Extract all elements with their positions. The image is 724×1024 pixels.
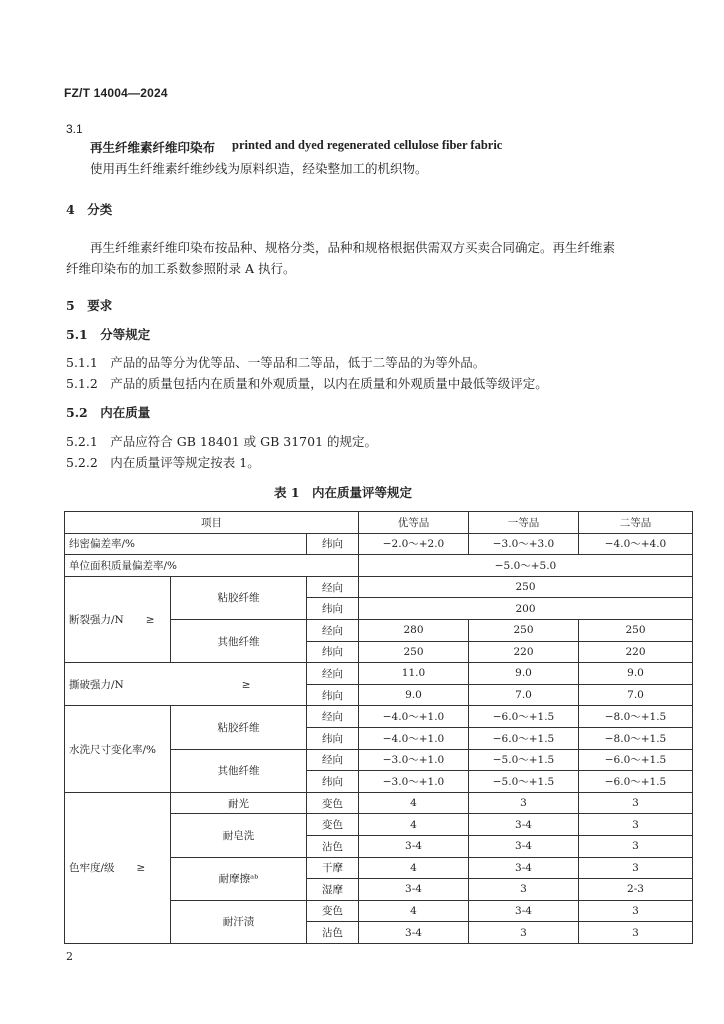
direction-label: 纬向 bbox=[307, 641, 359, 663]
row-label-breaking-strength bbox=[65, 576, 171, 662]
value-cell: 7.0 bbox=[579, 684, 693, 706]
value-cell: 7.0 bbox=[469, 684, 579, 706]
value-cell: 3 bbox=[579, 835, 693, 857]
value-cell: 3 bbox=[579, 900, 693, 922]
value-cell: 4 bbox=[359, 900, 469, 922]
section-5-heading: 5 要求 bbox=[66, 298, 113, 313]
table-caption: 表 1 内在质量评等规定 bbox=[274, 485, 413, 500]
value-cell: 9.0 bbox=[359, 684, 469, 706]
document-header: FZ/T 14004—2024 bbox=[64, 86, 168, 100]
term-title-cn: 再生纤维素纤维印染布 bbox=[90, 140, 216, 155]
direction-label: 纬向 bbox=[307, 771, 359, 793]
label-text: 断裂强力/N bbox=[69, 613, 124, 626]
value-cell: −3.0～+1.0 bbox=[359, 771, 469, 793]
value-cell: −6.0～+1.5 bbox=[469, 706, 579, 728]
row-label-mass-deviation: 单位面积质量偏差率/% bbox=[65, 555, 359, 577]
value-cell: 280 bbox=[359, 619, 469, 641]
direction-label: 纬向 bbox=[307, 533, 359, 555]
direction-label: 纬向 bbox=[307, 727, 359, 749]
value-cell: −6.0～+1.5 bbox=[469, 727, 579, 749]
value-cell: −8.0～+1.5 bbox=[579, 706, 693, 728]
value-cell: −4.0～+1.0 bbox=[359, 727, 469, 749]
sub-label: 变色 bbox=[307, 792, 359, 814]
value-cell: −3.0～+1.0 bbox=[359, 749, 469, 771]
value-cell: −5.0～+5.0 bbox=[359, 555, 693, 577]
value-cell: −4.0～+1.0 bbox=[359, 706, 469, 728]
table-row bbox=[65, 663, 693, 685]
sub-label: 沾色 bbox=[307, 835, 359, 857]
sub-label: 沾色 bbox=[307, 922, 359, 944]
row-label-tearing-strength bbox=[65, 663, 307, 706]
section-number-3-1: 3.1 bbox=[66, 122, 83, 136]
value-cell: 4 bbox=[359, 814, 469, 836]
row-label-color-fastness bbox=[65, 792, 171, 943]
ge-symbol: ≥ bbox=[136, 862, 146, 875]
clause-5-2-2: 5.2.2 内在质量评等规定按表 1。 bbox=[66, 455, 260, 470]
fastness-light-label: 耐光 bbox=[171, 792, 307, 814]
value-cell: 3-4 bbox=[469, 900, 579, 922]
value-cell: 9.0 bbox=[469, 663, 579, 685]
fiber-label-other: 其他纤维 bbox=[171, 749, 307, 792]
row-label-weft-density: 纬密偏差率/% bbox=[65, 533, 307, 555]
table-header-row bbox=[65, 512, 693, 534]
section-4-heading: 4 分类 bbox=[66, 202, 113, 217]
header-grade-superior: 优等品 bbox=[359, 512, 469, 534]
value-cell: 250 bbox=[359, 576, 693, 598]
page-number: 2 bbox=[66, 950, 73, 963]
table-row bbox=[65, 792, 693, 814]
clause-5-1-2: 5.1.2 产品的质量包括内在质量和外观质量，以内在质量和外观质量中最低等级评定。 bbox=[66, 376, 548, 391]
direction-label: 经向 bbox=[307, 749, 359, 771]
label-text: 撕破强力/N bbox=[69, 678, 124, 691]
clause-5-2-1: 5.2.1 产品应符合 GB 18401 或 GB 31701 的规定。 bbox=[66, 434, 378, 449]
table-row bbox=[65, 533, 693, 555]
value-cell: 3-4 bbox=[469, 814, 579, 836]
header-grade-second: 二等品 bbox=[579, 512, 693, 534]
value-cell: 250 bbox=[469, 619, 579, 641]
direction-label: 经向 bbox=[307, 576, 359, 598]
value-cell: 4 bbox=[359, 792, 469, 814]
fastness-sweat-label: 耐汗渍 bbox=[171, 900, 307, 943]
row-label-dimensional-change: 水洗尺寸变化率/% bbox=[65, 706, 171, 792]
sub-label: 变色 bbox=[307, 814, 359, 836]
value-cell: 3-4 bbox=[359, 922, 469, 944]
direction-label: 经向 bbox=[307, 619, 359, 641]
table-row bbox=[65, 706, 693, 728]
label-text: 色牢度/级 bbox=[69, 862, 115, 875]
sub-label: 湿摩 bbox=[307, 879, 359, 901]
sub-label: 干摩 bbox=[307, 857, 359, 879]
value-cell: 3 bbox=[579, 857, 693, 879]
section-4-para-line2: 纤维印染布的加工系数参照附录 A 执行。 bbox=[66, 261, 296, 276]
value-cell: 3 bbox=[579, 814, 693, 836]
value-cell: −2.0～+2.0 bbox=[359, 533, 469, 555]
value-cell: 2-3 bbox=[579, 879, 693, 901]
value-cell: −4.0～+4.0 bbox=[579, 533, 693, 555]
direction-label: 纬向 bbox=[307, 684, 359, 706]
section-5-2-heading: 5.2 内在质量 bbox=[66, 405, 151, 420]
value-cell: 250 bbox=[579, 619, 693, 641]
term-title-en: printed and dyed regenerated cellulose fiber fabric bbox=[232, 138, 503, 152]
value-cell: 3-4 bbox=[359, 835, 469, 857]
section-4-para-line1: 再生纤维素纤维印染布按品种、规格分类，品种和规格根据供需双方买卖合同确定。再生纤维素 bbox=[90, 240, 616, 255]
value-cell: −6.0～+1.5 bbox=[579, 771, 693, 793]
direction-label: 经向 bbox=[307, 706, 359, 728]
clause-5-1-1: 5.1.1 产品的品等分为优等品、一等品和二等品，低于二等品的为等外品。 bbox=[66, 355, 486, 370]
header-grade-first: 一等品 bbox=[469, 512, 579, 534]
table-row bbox=[65, 576, 693, 598]
value-cell: 4 bbox=[359, 857, 469, 879]
value-cell: 220 bbox=[469, 641, 579, 663]
direction-label: 纬向 bbox=[307, 598, 359, 620]
quality-grading-table bbox=[64, 511, 693, 944]
value-cell: 11.0 bbox=[359, 663, 469, 685]
fiber-label-viscose: 粘胶纤维 bbox=[171, 706, 307, 749]
value-cell: 200 bbox=[359, 598, 693, 620]
value-cell: −8.0～+1.5 bbox=[579, 727, 693, 749]
table-row bbox=[65, 555, 693, 577]
value-cell: 3 bbox=[469, 879, 579, 901]
value-cell: 3 bbox=[469, 922, 579, 944]
sub-label: 变色 bbox=[307, 900, 359, 922]
value-cell: −3.0～+3.0 bbox=[469, 533, 579, 555]
value-cell: 3 bbox=[579, 792, 693, 814]
term-definition: 使用再生纤维素纤维纱线为原料织造，经染整加工的机织物。 bbox=[90, 161, 428, 176]
fastness-soap-label: 耐皂洗 bbox=[171, 814, 307, 857]
value-cell: 250 bbox=[359, 641, 469, 663]
value-cell: −5.0～+1.5 bbox=[469, 771, 579, 793]
value-cell: 220 bbox=[579, 641, 693, 663]
value-cell: 3-4 bbox=[469, 835, 579, 857]
value-cell: 9.0 bbox=[579, 663, 693, 685]
direction-label: 经向 bbox=[307, 663, 359, 685]
header-item: 项目 bbox=[65, 512, 359, 534]
ge-symbol: ≥ bbox=[145, 613, 155, 626]
value-cell: 3-4 bbox=[359, 879, 469, 901]
value-cell: −5.0～+1.5 bbox=[469, 749, 579, 771]
value-cell: 3-4 bbox=[469, 857, 579, 879]
value-cell: −6.0～+1.5 bbox=[579, 749, 693, 771]
fastness-rub-label: 耐摩擦ᵃᵇ bbox=[171, 857, 307, 900]
fiber-label-other: 其他纤维 bbox=[171, 619, 307, 662]
value-cell: 3 bbox=[579, 922, 693, 944]
fiber-label-viscose: 粘胶纤维 bbox=[171, 576, 307, 619]
ge-symbol: ≥ bbox=[241, 678, 251, 691]
section-5-1-heading: 5.1 分等规定 bbox=[66, 327, 151, 342]
value-cell: 3 bbox=[469, 792, 579, 814]
